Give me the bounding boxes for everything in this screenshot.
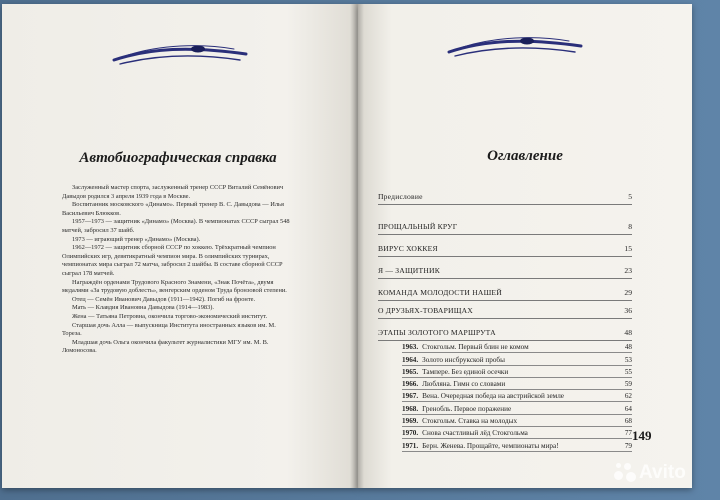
toc-subentry (402, 378, 632, 390)
toc-entry (378, 319, 632, 341)
bio-paragraph: 1962—1972 — защитник сборной СССР по хоккею. Трёхкратный чемпион Олимпийских игр, девятикратный чемпион мира. В олимпийских турнирах, чемпионатах мира сыграл 72 матча, забросил 2 шайбы. В составе сборной СССР сыграл 178 матчей. (62, 244, 283, 277)
toc-subentry-year: 1971. (402, 441, 419, 450)
toc-entry-title: ВИРУС ХОККЕЯ (378, 244, 438, 253)
toc-subentry-title: Золото инсбрукской пробы (422, 355, 505, 364)
bio-paragraph: Отец — Семён Иванович Давыдов (1911—1942). Погиб на фронте. (72, 295, 256, 303)
toc-subentry (402, 427, 632, 439)
toc-entry-page: 36 (624, 306, 632, 315)
toc-subentry (402, 402, 632, 414)
toc-subentry-year: 1963. (402, 343, 419, 352)
toc-entry-page: 5 (628, 192, 632, 201)
avito-dots-icon (614, 463, 636, 483)
page-number: 149 (632, 428, 652, 443)
bio-paragraph: Жена — Татьяна Петровна, окончила торгово-экономический институт. (72, 312, 268, 320)
toc-subsections (402, 341, 632, 452)
toc-entry-title: Предисловие (378, 192, 423, 201)
bio-paragraph: Младшая дочь Ольга окончила факультет журналистики МГУ им. М. В. Ломоносова. (62, 338, 269, 355)
toc-entry-title: Я — ЗАЩИТНИК (378, 266, 440, 275)
toc-subentry (402, 439, 632, 451)
toc-subentry-page: 48 (624, 343, 632, 352)
watermark-text: Avito (639, 462, 686, 483)
toc-subentry (402, 415, 632, 427)
toc-subentry-title: Снова счастливый лёд Стокгольма (422, 429, 528, 438)
bio-title: Автобиографическая справка (79, 150, 277, 166)
toc-subentry-title: Любляна. Гимн со словами (422, 380, 506, 389)
table-of-contents (378, 183, 632, 452)
toc-entry-page: 15 (624, 244, 632, 253)
bio-paragraph: Старшая дочь Алла — выпускница Института иностранных языков им. М. Тореза. (62, 321, 276, 338)
toc-subentry-page: 55 (624, 367, 632, 376)
toc-entry-page: 8 (628, 222, 632, 231)
bio-paragraph: 1957—1973 — защитник «Динамо» (Москва). В чемпионатах СССР сыграл 548 матчей, забросил 37 шайб. (62, 218, 290, 234)
toc-entry (378, 257, 632, 279)
toc-entry-page: 23 (624, 266, 632, 275)
toc-entry (378, 301, 632, 319)
toc-subentry (402, 341, 632, 353)
toc-subentry (402, 353, 632, 365)
book-spine (350, 4, 364, 488)
bio-paragraph: Заслуженный мастер спорта, заслуженный тренер СССР Виталий Семёнович Давыдов родился 3 апреля 1939 года в Москве. (62, 184, 284, 200)
toc-subentry-title: Гренобль. Первое поражение (422, 404, 512, 413)
toc-subentry-page: 53 (624, 355, 632, 364)
toc-entry-page: 48 (624, 328, 632, 337)
bio-paragraph: Мать — Клавдия Ивановна Давыдова (1914—1983). (72, 304, 215, 312)
hockey-ornament-icon (110, 40, 250, 68)
toc-subentry (402, 366, 632, 378)
toc-entry-page: 29 (624, 288, 632, 297)
toc-subentry (402, 390, 632, 402)
toc-entry-title: КОМАНДА МОЛОДОСТИ НАШЕЙ (378, 288, 502, 297)
toc-subentry-year: 1968. (402, 404, 419, 413)
toc-subentry-year: 1970. (402, 429, 419, 438)
toc-subentry-page: 68 (624, 417, 632, 426)
toc-entry-title: О ДРУЗЬЯХ-ТОВАРИЩАХ (378, 306, 473, 315)
toc-subentry-year: 1967. (402, 392, 419, 401)
toc-subentry-title: Тампере. Без единой осечки (422, 367, 509, 376)
toc-subentry-page: 62 (624, 392, 632, 401)
toc-subentry-year: 1969. (402, 417, 419, 426)
bio-text (62, 184, 294, 356)
toc-entry (378, 205, 632, 235)
toc-entry-title: ЭТАПЫ ЗОЛОТОГО МАРШРУТА (378, 328, 496, 337)
toc-entry (378, 235, 632, 257)
avito-watermark (614, 462, 686, 484)
toc-subentry-page: 77 (624, 429, 632, 438)
bio-paragraph: Воспитанник московского «Динамо». Первый тренер В. С. Давыдова — Илья Васильевич Блюкков. (62, 201, 284, 217)
toc-subentry-page: 79 (624, 441, 632, 450)
toc-subentry-title: Берн. Женева. Прощайте, чемпионаты мира! (422, 441, 559, 450)
toc-subentry-page: 59 (624, 380, 632, 389)
toc-subentry-year: 1964. (402, 355, 419, 364)
bio-paragraph: 1973 — играющий тренер «Динамо» (Москва). (72, 235, 201, 243)
toc-subentry-page: 64 (624, 404, 632, 413)
hockey-ornament-icon (445, 32, 585, 60)
toc-subentry-year: 1965. (402, 367, 419, 376)
toc-entry (378, 279, 632, 301)
toc-entry (378, 183, 632, 205)
bio-paragraph: Награждён орденами Трудового Красного Знамени, «Знак Почёта», двумя медалями «За трудовую доблесть», венгерским орденом Труда бронзовой степени. (62, 278, 287, 295)
toc-entry-title: ПРОЩАЛЬНЫЙ КРУГ (378, 222, 458, 231)
toc-subentry-title: Стокгольм. Первый блин не комом (422, 343, 529, 352)
toc-subentry-year: 1966. (402, 380, 419, 389)
toc-subentry-title: Стокгольм. Ставка на молодых (422, 417, 518, 426)
toc-title: Оглавление (487, 148, 563, 164)
toc-subentry-title: Вена. Очередная победа на австрийской земле (422, 392, 564, 401)
